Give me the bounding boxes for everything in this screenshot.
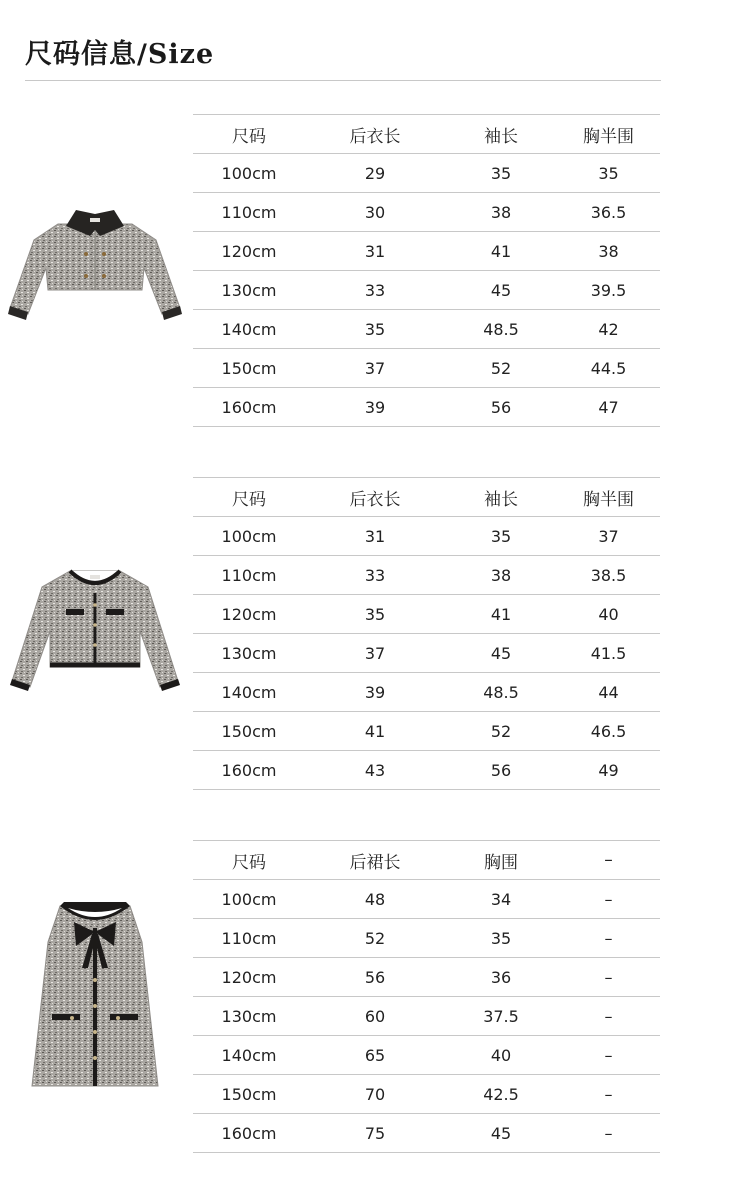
cell-sleeve-length: 45 [445, 634, 557, 673]
page-title-en: Size [147, 39, 215, 70]
table-row [193, 232, 660, 271]
table-row [193, 595, 660, 634]
page-title-cn: 尺码信息/ [25, 39, 148, 70]
cell-sleeve-length: 45 [445, 271, 557, 310]
cell-sleeve-length: 56 [445, 751, 557, 790]
cell-back-length: 35 [305, 595, 445, 634]
cell-empty: – [557, 1114, 660, 1153]
cell-size: 110cm [193, 556, 305, 595]
cell-size: 160cm [193, 1114, 305, 1153]
table-row [193, 634, 660, 673]
cell-back-length: 33 [305, 271, 445, 310]
cell-sleeve-length: 38 [445, 193, 557, 232]
cell-skirt-length: 56 [305, 958, 445, 997]
cell-skirt-length: 65 [305, 1036, 445, 1075]
table-row [193, 271, 660, 310]
cell-sleeve-length: 52 [445, 349, 557, 388]
table-row [193, 919, 660, 958]
cell-empty: – [557, 997, 660, 1036]
size-table-jacket-1 [193, 114, 660, 427]
cell-half-chest: 40 [557, 595, 660, 634]
cell-half-chest: 36.5 [557, 193, 660, 232]
cell-sleeve-length: 35 [445, 517, 557, 556]
table-header-row [193, 115, 660, 154]
cell-size: 110cm [193, 193, 305, 232]
cell-sleeve-length: 48.5 [445, 673, 557, 712]
header-back-length: 后衣长 [305, 478, 445, 517]
cell-size: 130cm [193, 634, 305, 673]
cell-half-chest: 38 [557, 232, 660, 271]
cell-chest: 37.5 [445, 997, 557, 1036]
cell-back-length: 31 [305, 517, 445, 556]
cell-skirt-length: 52 [305, 919, 445, 958]
title-divider [25, 80, 661, 81]
table-row [193, 1114, 660, 1153]
cell-chest: 36 [445, 958, 557, 997]
cell-half-chest: 39.5 [557, 271, 660, 310]
cell-half-chest: 42 [557, 310, 660, 349]
cell-empty: – [557, 1036, 660, 1075]
cell-size: 100cm [193, 880, 305, 919]
cell-empty: – [557, 919, 660, 958]
cell-half-chest: 44.5 [557, 349, 660, 388]
cell-size: 120cm [193, 232, 305, 271]
table-row [193, 193, 660, 232]
cell-chest: 34 [445, 880, 557, 919]
header-empty: – [557, 841, 660, 880]
cell-chest: 42.5 [445, 1075, 557, 1114]
table-row [193, 673, 660, 712]
table-row [193, 388, 660, 427]
cell-size: 140cm [193, 673, 305, 712]
cell-size: 150cm [193, 349, 305, 388]
page-title [25, 32, 214, 71]
table-header-row [193, 478, 660, 517]
cell-skirt-length: 75 [305, 1114, 445, 1153]
header-back-length: 后衣长 [305, 115, 445, 154]
cell-back-length: 39 [305, 673, 445, 712]
cell-half-chest: 38.5 [557, 556, 660, 595]
table-row [193, 349, 660, 388]
cell-back-length: 41 [305, 712, 445, 751]
size-table-jacket-2 [193, 477, 660, 790]
table-row [193, 154, 660, 193]
cell-half-chest: 41.5 [557, 634, 660, 673]
header-size: 尺码 [193, 478, 305, 517]
cell-skirt-length: 48 [305, 880, 445, 919]
table-row [193, 997, 660, 1036]
header-skirt-length: 后裙长 [305, 841, 445, 880]
cell-back-length: 33 [305, 556, 445, 595]
table-row [193, 712, 660, 751]
cell-back-length: 29 [305, 154, 445, 193]
cell-sleeve-length: 35 [445, 154, 557, 193]
leather-collar-tweed-jacket-icon [6, 200, 184, 324]
cell-sleeve-length: 41 [445, 595, 557, 634]
header-size: 尺码 [193, 841, 305, 880]
cell-empty: – [557, 1075, 660, 1114]
cell-skirt-length: 70 [305, 1075, 445, 1114]
header-sleeve-length: 袖长 [445, 478, 557, 517]
cell-sleeve-length: 38 [445, 556, 557, 595]
header-sleeve-length: 袖长 [445, 115, 557, 154]
cell-size: 160cm [193, 751, 305, 790]
cell-half-chest: 49 [557, 751, 660, 790]
table-row [193, 751, 660, 790]
cell-sleeve-length: 56 [445, 388, 557, 427]
bow-collar-tweed-dress-icon [30, 902, 160, 1088]
cell-back-length: 31 [305, 232, 445, 271]
cell-sleeve-length: 52 [445, 712, 557, 751]
cell-sleeve-length: 48.5 [445, 310, 557, 349]
table-row [193, 880, 660, 919]
cell-sleeve-length: 41 [445, 232, 557, 271]
cell-size: 130cm [193, 997, 305, 1036]
cell-size: 120cm [193, 595, 305, 634]
table-row [193, 958, 660, 997]
cell-size: 140cm [193, 310, 305, 349]
table-row [193, 310, 660, 349]
cell-skirt-length: 60 [305, 997, 445, 1036]
cell-chest: 40 [445, 1036, 557, 1075]
round-neck-tweed-jacket-icon [8, 565, 182, 695]
cell-half-chest: 46.5 [557, 712, 660, 751]
header-size: 尺码 [193, 115, 305, 154]
cell-back-length: 39 [305, 388, 445, 427]
table-row [193, 1036, 660, 1075]
cell-half-chest: 37 [557, 517, 660, 556]
cell-size: 160cm [193, 388, 305, 427]
cell-size: 110cm [193, 919, 305, 958]
cell-back-length: 37 [305, 349, 445, 388]
cell-back-length: 37 [305, 634, 445, 673]
cell-size: 120cm [193, 958, 305, 997]
header-half-chest: 胸半围 [557, 115, 660, 154]
cell-half-chest: 44 [557, 673, 660, 712]
table-row [193, 517, 660, 556]
cell-size: 100cm [193, 154, 305, 193]
cell-empty: – [557, 958, 660, 997]
cell-size: 130cm [193, 271, 305, 310]
cell-half-chest: 47 [557, 388, 660, 427]
header-chest: 胸围 [445, 841, 557, 880]
cell-back-length: 35 [305, 310, 445, 349]
cell-size: 150cm [193, 1075, 305, 1114]
cell-back-length: 43 [305, 751, 445, 790]
table-row [193, 1075, 660, 1114]
size-table-dress [193, 840, 660, 1153]
cell-size: 140cm [193, 1036, 305, 1075]
header-half-chest: 胸半围 [557, 478, 660, 517]
cell-size: 100cm [193, 517, 305, 556]
table-header-row [193, 841, 660, 880]
cell-back-length: 30 [305, 193, 445, 232]
cell-chest: 45 [445, 1114, 557, 1153]
cell-half-chest: 35 [557, 154, 660, 193]
cell-empty: – [557, 880, 660, 919]
cell-size: 150cm [193, 712, 305, 751]
table-row [193, 556, 660, 595]
cell-chest: 35 [445, 919, 557, 958]
